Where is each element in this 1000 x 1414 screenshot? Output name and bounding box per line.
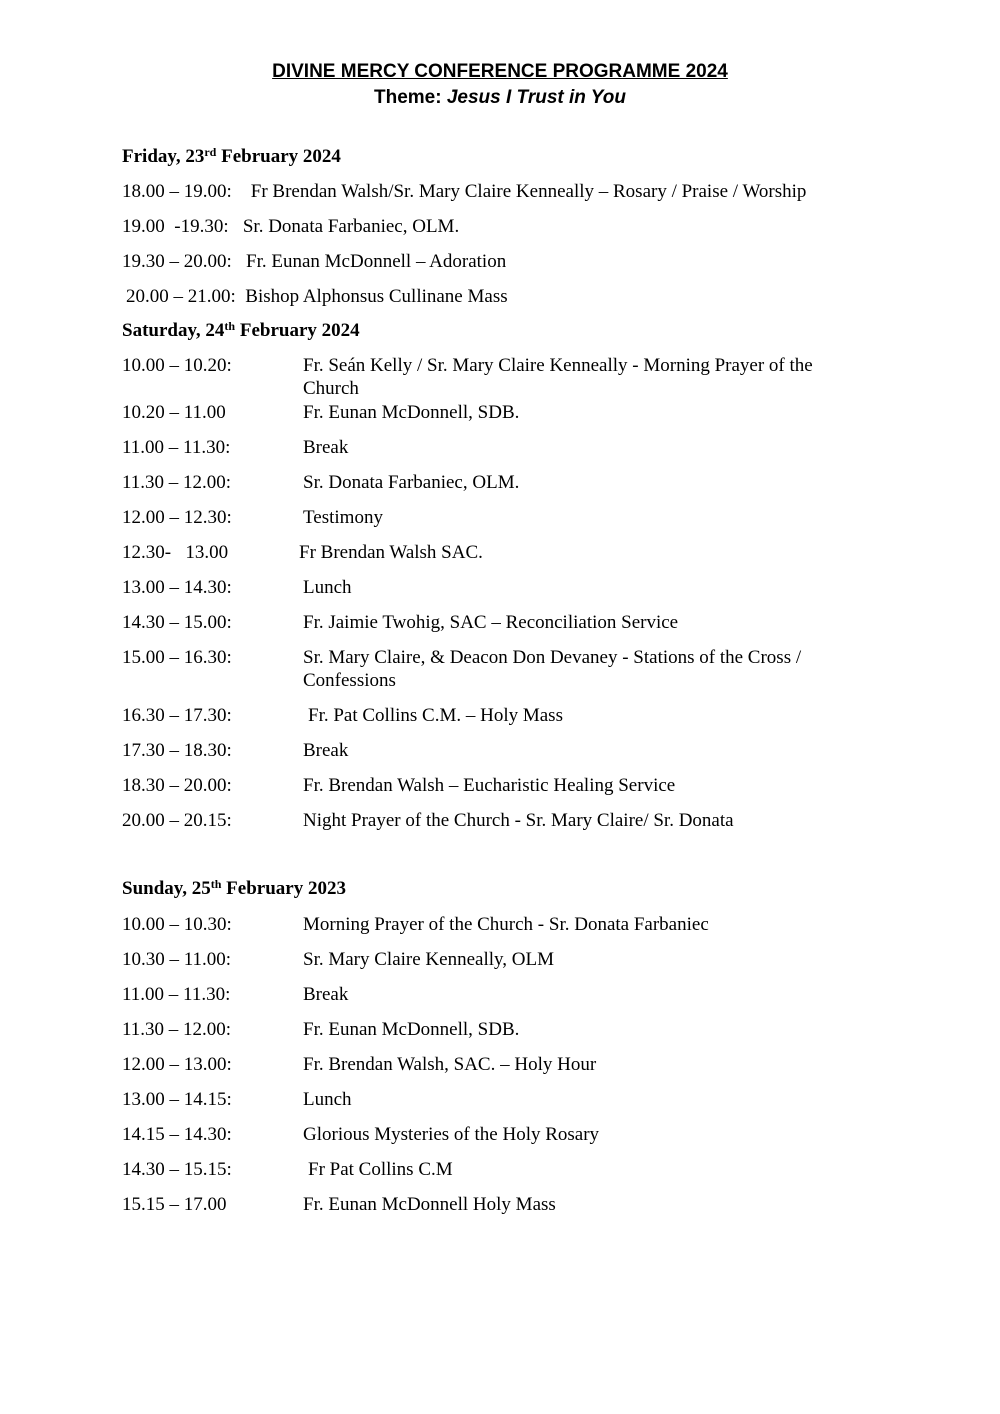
row-time: 11.00 – 11.30: [122,984,231,1005]
row-time: 18.30 – 20.00: [122,775,232,796]
row-time: 10.00 – 10.30: [122,914,232,935]
row-time: 15.00 – 16.30: [122,647,232,668]
row-description: Testimony [303,507,383,528]
day-heading-month: February 2024 [216,146,341,167]
row-time: 11.30 – 12.00: [122,1019,232,1040]
day-heading-text: Saturday, 24 [122,320,225,341]
row-description: Bishop Alphonsus Cullinane Mass [245,286,508,307]
row-description: Glorious Mysteries of the Holy Rosary [303,1124,600,1145]
row-time: 20.00 – 20.15: [122,810,232,831]
row-description: Lunch [303,1089,352,1110]
row-description: Sr. Mary Claire Kenneally, OLM [303,949,554,970]
row-description: Fr. Pat Collins C.M. – Holy Mass [308,705,563,726]
row-time: 13.00 – 14.15: [122,1089,232,1110]
row-description: Fr. Eunan McDonnell, SDB. [303,1019,520,1040]
row-description: Sr. Donata Farbaniec, OLM. [242,216,460,237]
row-time: 12.30- 13.00 [122,542,229,563]
row-description: Fr. Brendan Walsh – Eucharistic Healing Service [303,775,676,796]
row-time: 10.00 – 10.20: [122,355,232,376]
row-time: 16.30 – 17.30: [122,705,232,726]
row-description: Fr. Eunan McDonnell, SDB. [303,402,520,423]
day-heading-saturday [122,320,360,342]
day-heading-ordinal: rd [204,145,217,159]
row-description: Break [303,437,349,458]
row-description: Sr. Donata Farbaniec, OLM. [303,472,520,493]
row-time: 14.30 – 15.00: [122,612,232,633]
row-time: 12.00 – 13.00: [122,1054,232,1075]
row-description: Fr. Eunan McDonnell Holy Mass [303,1194,556,1215]
row-time: 15.15 – 17.00 [122,1194,227,1215]
day-heading-month: February 2024 [235,320,360,341]
row-description: Fr. Brendan Walsh, SAC. – Holy Hour [303,1054,597,1075]
day-heading-text: Sunday, 25 [122,878,211,899]
day-heading-text: Friday, 23 [122,146,205,167]
row-description: Break [303,984,349,1005]
row-description: Fr. Eunan McDonnell – Adoration [246,251,507,272]
row-description: Break [303,740,349,761]
schedule-row [126,285,866,308]
day-heading-month: February 2023 [221,878,346,899]
row-description: Fr Pat Collins C.M [308,1159,453,1180]
row-time: 17.30 – 18.30: [122,740,232,761]
day-heading-sunday [122,878,346,900]
document-title [0,60,1000,84]
row-description: Sr. Mary Claire, & Deacon Don Devaney - Stations of the Cross / Confessions [303,647,802,691]
theme-value: Jesus I Trust in You [446,87,626,108]
row-time: 10.30 – 11.00: [122,949,232,970]
theme-line [0,86,1000,110]
row-time: 19.00 -19.30: [122,216,229,237]
day-heading-friday [122,146,341,168]
row-time: 12.00 – 12.30: [122,507,232,528]
row-description: Fr. Jaimie Twohig, SAC – Reconciliation Service [303,612,679,633]
row-time: 14.15 – 14.30: [122,1124,232,1145]
row-time: 19.30 – 20.00: [122,251,232,272]
row-description: Fr. Seán Kelly / Sr. Mary Claire Kenneally - Morning Prayer of the Church [303,355,813,399]
theme-label: Theme: [373,87,447,108]
day-heading-ordinal: th [224,319,236,333]
row-description: Lunch [303,577,352,598]
row-description: Fr Brendan Walsh SAC. [299,542,483,563]
row-time: 14.30 – 15.15: [122,1159,232,1180]
row-time: 13.00 – 14.30: [122,577,232,598]
row-description: Fr Brendan Walsh/Sr. Mary Claire Kenneally – Rosary / Praise / Worship [250,181,807,202]
row-time: 11.00 – 11.30: [122,437,231,458]
schedule-row [122,250,862,273]
row-time: 18.00 – 19.00: [122,181,232,202]
day-heading-ordinal: th [210,877,222,891]
row-description: Night Prayer of the Church - Sr. Mary Claire/ Sr. Donata [303,810,734,831]
title-text: DIVINE MERCY CONFERENCE PROGRAMME 2024 [272,61,728,82]
schedule-row [122,215,862,238]
row-time: 20.00 – 21.00: [126,286,236,307]
row-description: Morning Prayer of the Church - Sr. Donata Farbaniec [303,914,709,935]
schedule-row [122,180,862,203]
row-time: 11.30 – 12.00: [122,472,232,493]
row-time: 10.20 – 11.00 [122,402,226,423]
